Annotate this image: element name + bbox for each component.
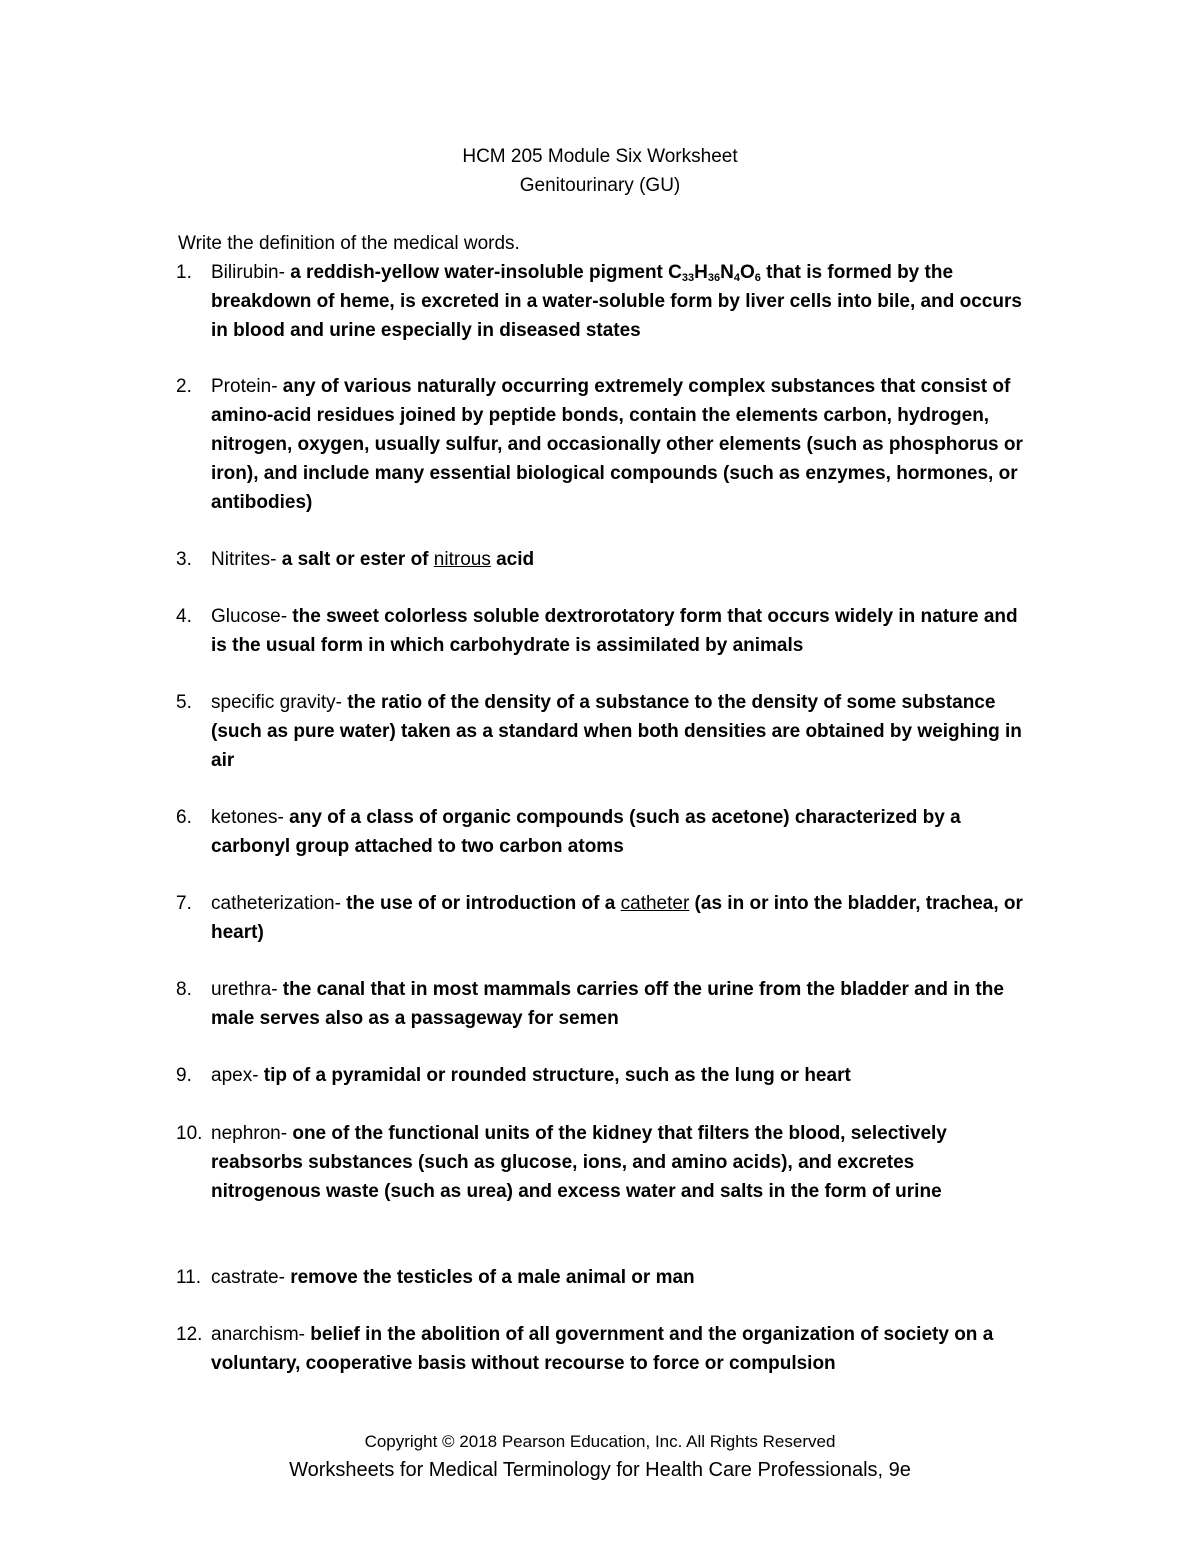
item-number: 7. — [176, 893, 192, 914]
definition-text: a salt or ester of — [276, 549, 434, 570]
definition-item — [176, 1320, 1026, 1378]
term-label: Nitrites- — [211, 549, 277, 570]
definition-text: tip of a pyramidal or rounded structure, such as the lung or heart — [258, 1065, 851, 1086]
item-number: 4. — [176, 606, 192, 627]
definition-item — [176, 602, 1026, 660]
definition-item — [176, 889, 1026, 947]
term-label: Bilirubin- — [211, 262, 285, 283]
definition-text: acid — [490, 549, 535, 570]
definition-text: any of various naturally occurring extremely complex substances that consist of amino-acid residues joined by peptide bonds, contain the elements carbon, hydrogen, nitrogen, oxygen, usually sulfur, and occasionally other elements (such as phosphorus or iron), and include many essential biological compounds (such as enzymes, hormones, or antibodies) — [211, 376, 1023, 513]
definition-item — [176, 688, 1026, 775]
definition-item — [176, 1061, 1026, 1090]
nitrous-link[interactable]: nitrous — [433, 549, 491, 570]
definition-text: remove the testicles of a male animal or man — [284, 1267, 695, 1288]
page-title: HCM 205 Module Six Worksheet — [462, 146, 738, 167]
catheter-link[interactable]: catheter — [620, 893, 690, 914]
item-number: 11. — [176, 1267, 202, 1288]
term-label: catheterization- — [211, 893, 341, 914]
definition-text: any of a class of organic compounds (such as acetone) characterized by a carbonyl group attached to two carbon atoms — [211, 807, 961, 857]
term-label: apex- — [211, 1065, 259, 1086]
term-label: specific gravity- — [211, 692, 342, 713]
item-number: 9. — [176, 1065, 192, 1086]
definition-text: that is formed by the breakdown of heme, is excreted in a water-soluble form by liver cells into bile, and occurs in blood and urine especially in diseased states — [211, 262, 1022, 341]
chemical-formula: $C_{33}H_{36}N_4O_6$ — [668, 262, 761, 284]
term-label: ketones- — [211, 807, 284, 828]
item-number: 10. — [176, 1123, 203, 1144]
definition-item — [176, 372, 1026, 517]
term-label: anarchism- — [211, 1324, 305, 1345]
item-number: 5. — [176, 692, 192, 713]
instruction-text: Write the definition of the medical words. — [178, 233, 520, 254]
definition-text: the ratio of the density of a substance to the density of some substance (such as pure water) taken as a standard when both densities are obtained by weighing in air — [211, 692, 1022, 771]
definition-item — [176, 1119, 1026, 1206]
definition-text: the canal that in most mammals carries off the urine from the bladder and in the male serves also as a passageway for semen — [211, 979, 1004, 1029]
item-number: 6. — [176, 807, 192, 828]
item-number: 3. — [176, 549, 192, 570]
item-number: 8. — [176, 979, 192, 1000]
book-title-footer: Worksheets for Medical Terminology for Health Care Professionals, 9e — [289, 1459, 911, 1481]
definition-item — [176, 545, 1026, 574]
definition-text: the sweet colorless soluble dextrorotatory form that occurs widely in nature and is the usual form in which carbohydrate is assimilated by animals — [211, 606, 1018, 656]
definition-item — [176, 1263, 1026, 1292]
definition-text: a reddish-yellow water-insoluble pigment — [284, 262, 669, 283]
item-number: 12. — [176, 1324, 203, 1345]
page-subtitle: Genitourinary (GU) — [519, 175, 681, 196]
copyright-notice: Copyright © 2018 Pearson Education, Inc. All Rights Reserved — [364, 1432, 836, 1451]
term-label: castrate- — [211, 1267, 285, 1288]
definition-item — [176, 258, 1026, 345]
term-label: urethra- — [211, 979, 278, 1000]
definition-item — [176, 975, 1026, 1033]
item-number: 2. — [176, 376, 192, 397]
definition-text: belief in the abolition of all government and the organization of society on a voluntary, cooperative basis without recourse to force or compulsion — [211, 1324, 994, 1374]
definition-item — [176, 803, 1026, 861]
definition-text: one of the functional units of the kidney that filters the blood, selectively reabsorbs substances (such as glucose, ions, and amino acids), and excretes nitrogenous waste (such as urea) and excess water and salts in the form of urine — [211, 1123, 947, 1202]
term-label: Glucose- — [211, 606, 288, 627]
definition-text: the use of or introduction of a — [340, 893, 621, 914]
definition-text: (as in or into the bladder, trachea, or heart) — [211, 893, 1023, 943]
term-label: Protein- — [211, 376, 278, 397]
term-label: nephron- — [211, 1123, 288, 1144]
item-number: 1. — [176, 262, 192, 283]
